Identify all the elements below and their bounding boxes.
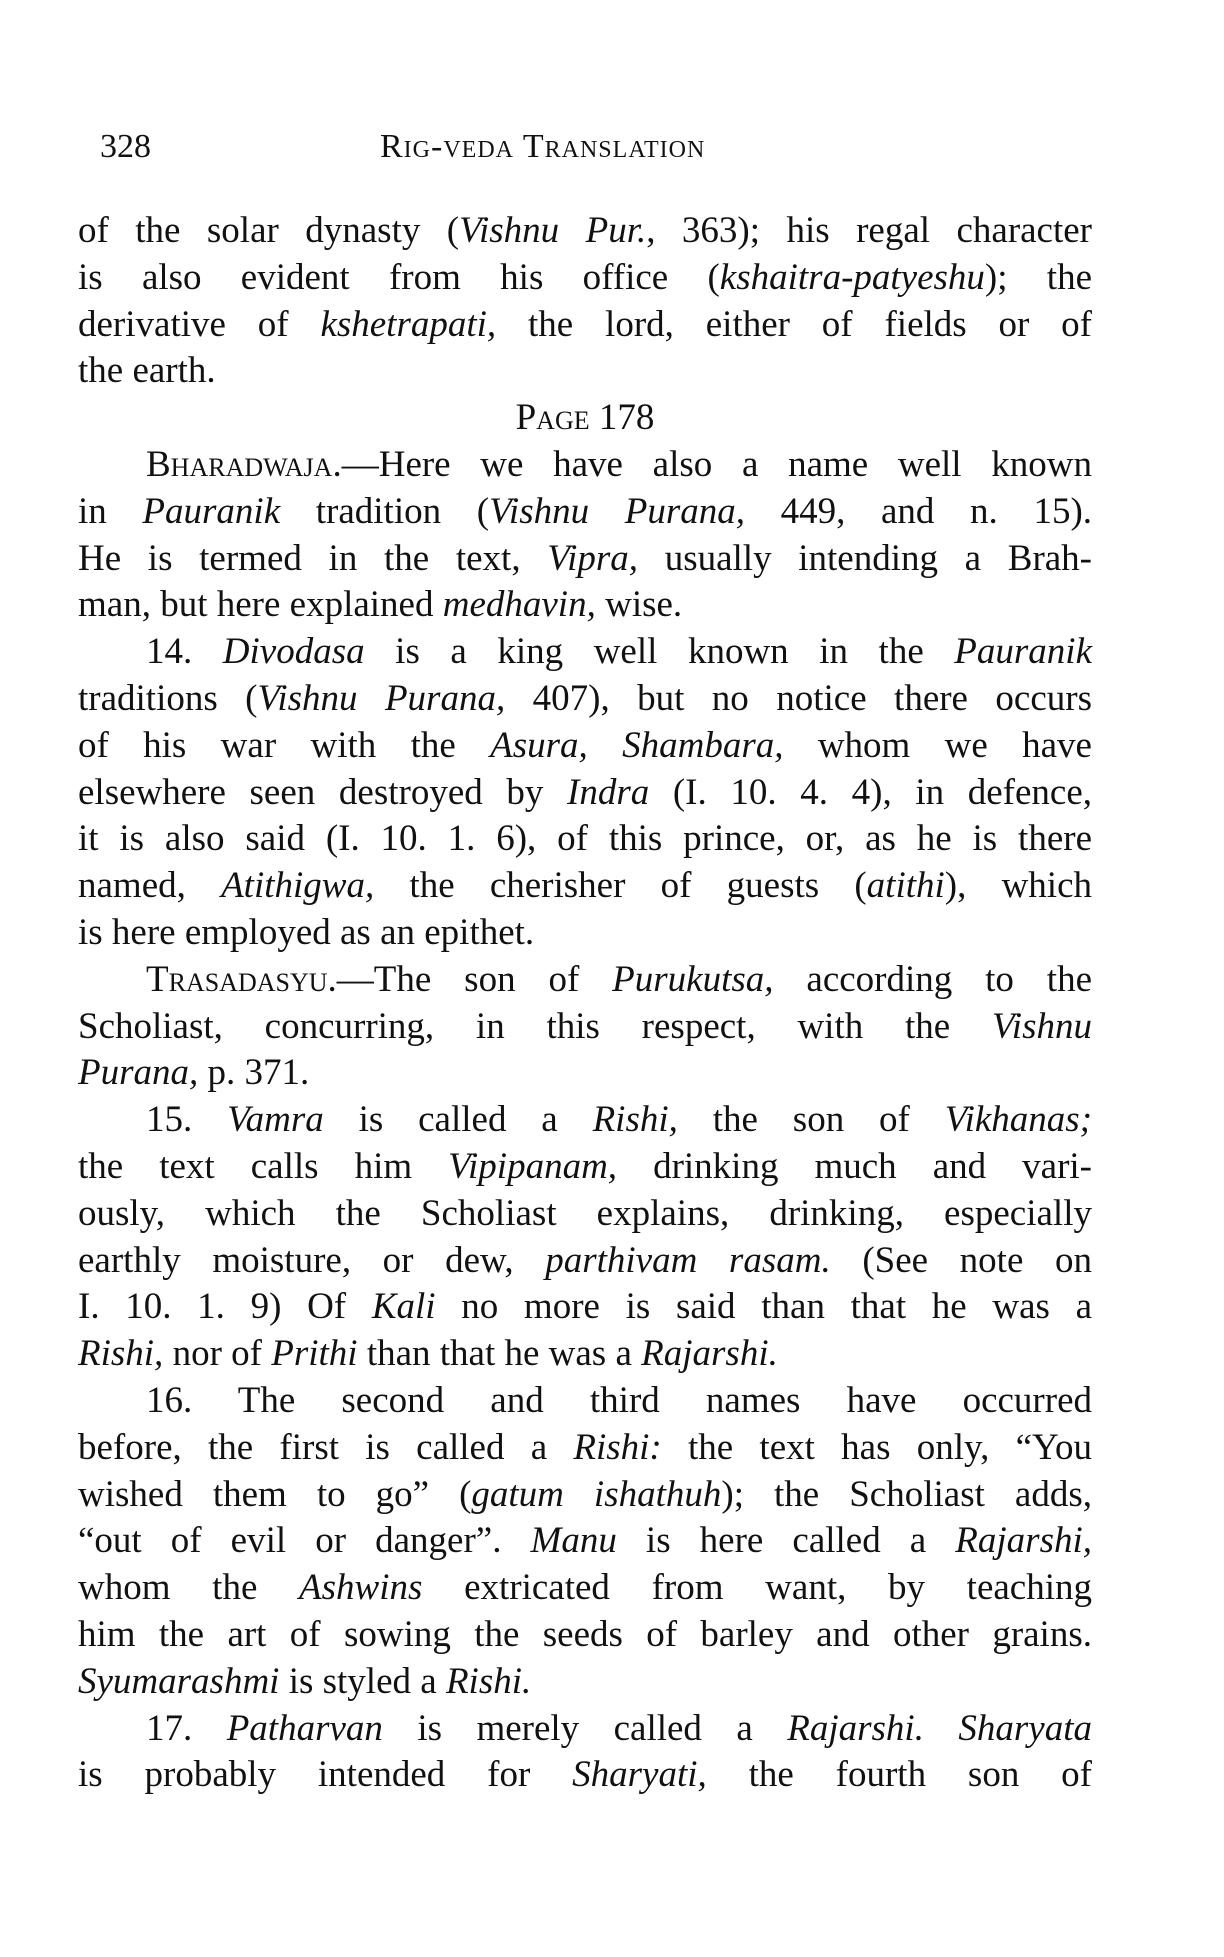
italic-term: Purukutsa, <box>612 958 774 1000</box>
italic-term: Vipra, <box>547 537 639 579</box>
text-run: p. 371. <box>198 1052 310 1094</box>
page-header <box>100 128 1104 178</box>
italic-term: Patharvan <box>226 1707 383 1749</box>
text-run: of his war with the <box>78 724 491 766</box>
text-run: traditions ( <box>78 677 258 719</box>
text-run: is merely called a <box>382 1707 788 1749</box>
text-run: man, but here explained <box>78 584 443 626</box>
text-line <box>78 770 1092 817</box>
text-run: 16. The second and third names have occurred <box>146 1379 1092 1421</box>
text-run: in <box>78 490 143 532</box>
italic-term: Rishi. <box>445 1660 532 1702</box>
text-run: I. 10. 1. 9) Of <box>78 1286 372 1328</box>
text-line <box>78 1425 1092 1472</box>
italic-term: Manu <box>530 1520 617 1562</box>
text-run: named, <box>78 865 222 907</box>
text-line <box>78 1659 1092 1706</box>
text-line <box>78 1238 1092 1285</box>
text-run: is probably intended for <box>78 1754 573 1796</box>
text-run: is called a <box>323 1099 593 1141</box>
text-run: him the art of sowing the seeds of barley and other grains. <box>78 1613 1092 1655</box>
text-run: (I. 10. 4. 4), in defence, <box>649 771 1092 813</box>
text-run: tradition ( <box>280 490 490 532</box>
text-run: according to the <box>773 958 1092 1000</box>
italic-term: Indra <box>567 771 650 813</box>
italic-term: Pauranik <box>142 490 281 532</box>
text-run: —Here we have also a name well known <box>341 443 1092 485</box>
text-line <box>78 208 1092 255</box>
italic-term: Rajarshi. <box>641 1333 778 1375</box>
text-run: whom the <box>78 1567 300 1609</box>
text-line <box>78 1331 1092 1378</box>
text-line <box>78 536 1092 583</box>
text-run: ); the <box>984 256 1092 298</box>
text-line <box>78 1752 1092 1799</box>
italic-term: Rishi: <box>573 1426 662 1468</box>
italic-term: Divodasa <box>222 631 365 673</box>
text-run: is here called a <box>616 1520 956 1562</box>
text-run: ously, which the Scholiast explains, drinking, especially <box>78 1192 1092 1234</box>
page-number: 328 <box>100 128 151 165</box>
text-line <box>78 1565 1092 1612</box>
text-line <box>78 1518 1092 1565</box>
text-line <box>78 1612 1092 1659</box>
section-heading <box>78 395 1092 442</box>
text-line <box>78 957 1092 1004</box>
small-caps-term: Page 178 <box>515 397 655 439</box>
italic-term: Asura, Shambara, <box>490 724 784 766</box>
italic-term: medhavin, <box>442 584 596 626</box>
text-run: is styled a <box>279 1660 446 1702</box>
text-run: is also evident from his office ( <box>78 256 720 298</box>
italic-term: kshetrapati, <box>320 303 497 345</box>
text-line <box>78 582 1092 629</box>
text-line <box>78 816 1092 863</box>
italic-term: Kali <box>371 1286 436 1328</box>
text-run: it is also said (I. 10. 1. 6), of this prince, or, as he is there <box>78 818 1092 860</box>
text-line <box>78 1378 1092 1425</box>
text-run: 14. <box>146 631 223 673</box>
text-line <box>78 910 1092 957</box>
italic-term: Vishnu Purana, <box>257 677 506 719</box>
text-run: ); the Scholiast adds, <box>721 1473 1092 1515</box>
italic-term: Vikhanas; <box>944 1099 1092 1141</box>
italic-term: Rishi, <box>592 1099 678 1141</box>
text-line <box>78 1472 1092 1519</box>
text-run: wise. <box>595 584 683 626</box>
text-run: the fourth son of <box>706 1754 1092 1796</box>
text-run: derivative of <box>78 303 321 345</box>
text-line <box>78 1004 1092 1051</box>
text-run: than that he was a <box>357 1333 642 1375</box>
text-line <box>78 1144 1092 1191</box>
text-run: wished them to go” ( <box>78 1473 472 1515</box>
italic-term: Vipipanam, <box>448 1145 618 1187</box>
text-run: 15. <box>146 1099 228 1141</box>
text-run: nor of <box>163 1333 272 1375</box>
italic-term: Rishi, <box>78 1333 164 1375</box>
text-run: earthly moisture, or dew, <box>78 1239 546 1281</box>
italic-term: Rajarshi. <box>787 1707 924 1749</box>
text-line <box>78 863 1092 910</box>
text-run: the text has only, “You <box>661 1426 1093 1468</box>
italic-term: kshaitra-patyeshu <box>719 256 985 298</box>
text-run: of the solar dynasty ( <box>78 210 460 251</box>
italic-term: Vishnu <box>991 1005 1092 1047</box>
italic-term: Vishnu Pur. <box>459 210 647 251</box>
text-run: ), which <box>944 865 1092 907</box>
text-line <box>78 489 1092 536</box>
text-run: (See note on <box>830 1239 1092 1281</box>
italic-term: Ashwins <box>299 1567 423 1609</box>
text-line <box>78 629 1092 676</box>
italic-term: Sharyata <box>958 1707 1092 1749</box>
italic-term: Pauranik <box>954 631 1092 673</box>
text-run: drinking much and vari- <box>617 1145 1092 1187</box>
text-run: —The son of <box>336 958 613 1000</box>
text-line <box>78 676 1092 723</box>
text-run: is a king well known in the <box>364 631 955 673</box>
text-line <box>78 1284 1092 1331</box>
text-line <box>78 348 1092 395</box>
italic-term: gatum ishathuh <box>471 1473 722 1515</box>
text-run: usually intending a Brah- <box>638 537 1093 579</box>
text-line <box>78 255 1092 302</box>
italic-term: Vamra <box>227 1099 324 1141</box>
text-line <box>78 1050 1092 1097</box>
italic-term: Syumarashmi <box>78 1660 280 1702</box>
text-run: the earth. <box>78 350 216 392</box>
text-line <box>78 1191 1092 1238</box>
text-run: whom we have <box>783 724 1092 766</box>
text-run: 407), but no notice there occurs <box>505 677 1092 719</box>
italic-term: Vishnu Purana, <box>489 490 745 532</box>
italic-term: Rajarshi, <box>955 1520 1093 1562</box>
text-run: Scholiast, concurring, in this respect, with the <box>78 1005 992 1047</box>
text-run: the text calls him <box>78 1145 449 1187</box>
text-line <box>78 1097 1092 1144</box>
text-line <box>78 1706 1092 1753</box>
text-run: the son of <box>677 1099 945 1141</box>
text-run: elsewhere seen destroyed by <box>78 771 567 813</box>
text-line <box>78 723 1092 770</box>
body-text <box>78 208 1092 1799</box>
italic-term: atithi <box>866 865 945 907</box>
text-run: the lord, either of fields or of <box>496 303 1092 345</box>
text-line <box>78 302 1092 349</box>
text-run: 17. <box>146 1707 227 1749</box>
text-run: is here employed as an epithet. <box>78 911 535 953</box>
italic-term: parthivam rasam. <box>545 1239 831 1281</box>
text-run <box>924 1708 958 1749</box>
text-line <box>78 442 1092 489</box>
text-run: before, the first is called a <box>78 1426 574 1468</box>
italic-term: Purana, <box>78 1052 199 1094</box>
italic-term: Sharyati, <box>572 1754 707 1796</box>
text-run: the cherisher of guests ( <box>374 865 867 907</box>
text-run: “out of evil or danger”. <box>78 1520 531 1562</box>
italic-term: Atithigwa, <box>221 865 375 907</box>
italic-term: Prithi <box>271 1333 358 1375</box>
running-title: Rig-veda Translation <box>380 128 706 165</box>
small-caps-term: Trasadasyu. <box>146 958 337 1000</box>
text-run: extricated from want, by teaching <box>422 1567 1093 1609</box>
text-run: 449, and n. 15). <box>745 490 1093 532</box>
text-run: , 363); his regal character <box>646 210 1093 251</box>
small-caps-term: Bharadwaja. <box>146 443 342 485</box>
text-run: He is termed in the text, <box>78 537 548 579</box>
text-run: no more is said than that he was a <box>435 1286 1093 1328</box>
